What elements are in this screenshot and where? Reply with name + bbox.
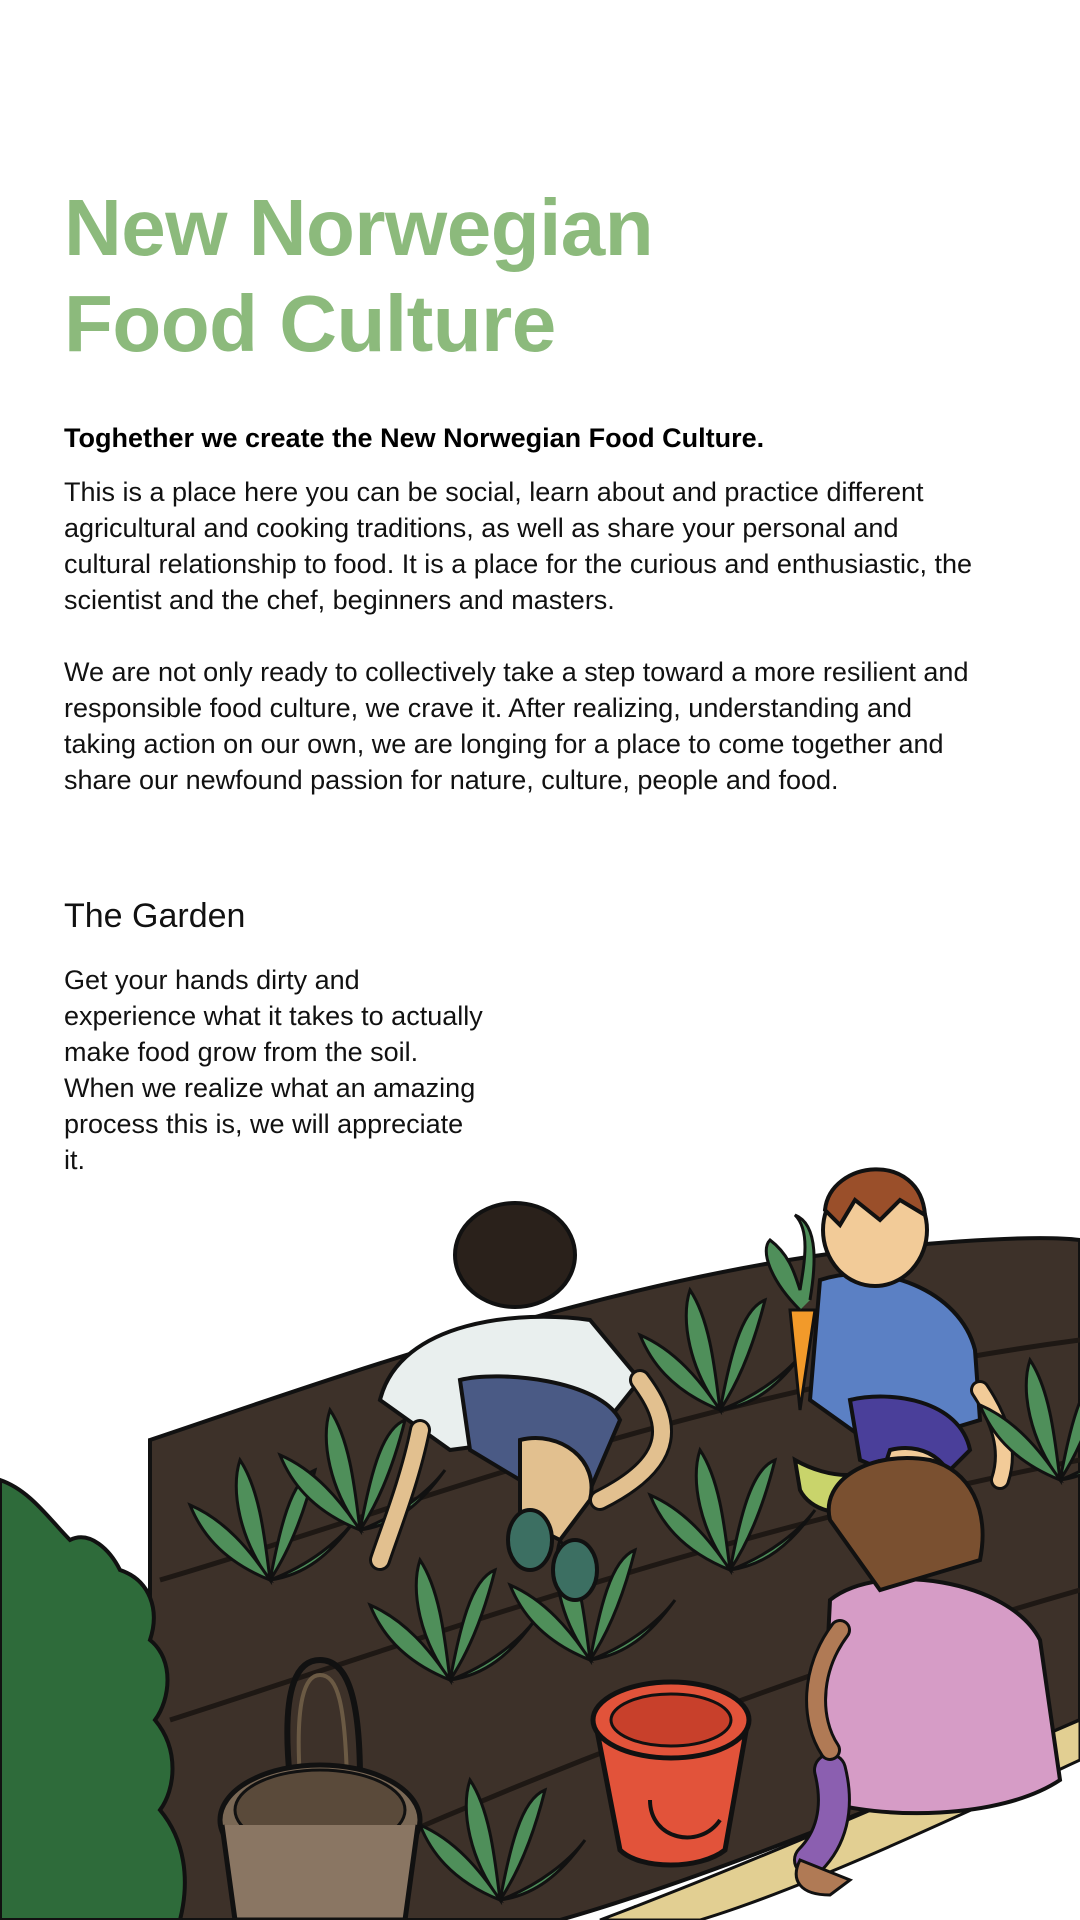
intro-paragraph-1: This is a place here you can be social, learn about and practice different agricultural and cooking traditions, as well as share your personal and cultural relationship to food. It is a place for the curious and enthusiastic, the scientist and the chef, beginners and masters.: [64, 477, 973, 615]
intro-paragraph-2: We are not only ready to collectively take a step toward a more resilient and responsible food culture, we crave it. After realizing, understanding and taking action on our own, we are longing for a place to come together and share our newfound passion for nature, culture, people and food.: [64, 657, 969, 795]
garden-section-title: The Garden: [64, 897, 246, 935]
page-title-line-1: New Norwegian: [64, 183, 654, 272]
garden-section-text: Get your hands dirty and experience what it takes to actually make food grow from the soil. When we realize what an amazing process this is, we will appreciate it.: [64, 965, 483, 1175]
red-bucket: [593, 1682, 749, 1865]
page-title: [64, 180, 1024, 372]
page-title-line-2: Food Culture: [64, 279, 556, 368]
garden-illustration-svg: [0, 1160, 1080, 1920]
intro-lead: Toghether we create the New Norwegian Food Culture.: [64, 423, 765, 453]
garden-illustration: [0, 1160, 1080, 1920]
main-content: [64, 180, 1024, 1178]
